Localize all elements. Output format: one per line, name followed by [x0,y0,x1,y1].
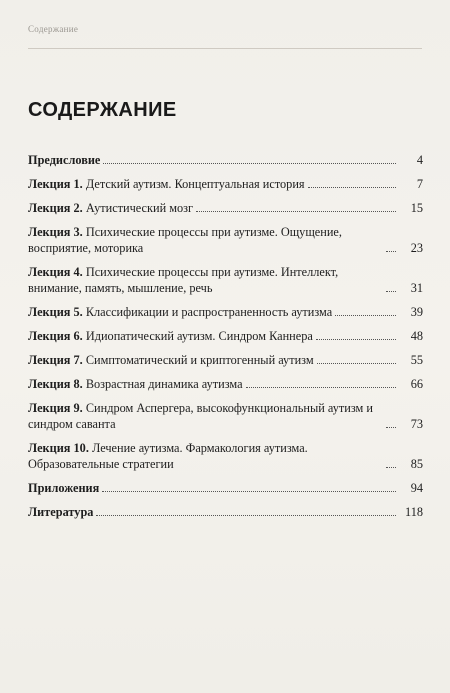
toc-page-number: 66 [410,377,423,391]
page-title: СОДЕРЖАНИЕ [28,99,177,121]
toc-lecture-title: Синдром Аспергера, высокофункциональный аутизм и синдром саванта [28,401,373,431]
toc-leader-dots [196,210,396,212]
toc-page-number: 15 [410,201,423,215]
toc-lecture-number: Лекция 1. [28,177,83,191]
toc-entry-title [28,352,314,368]
toc-entry-title [28,176,305,192]
toc-lecture-number: Лекция 4. [28,265,83,279]
toc-page-number: 39 [410,305,423,319]
toc-page-number: 85 [410,457,423,471]
toc-lecture-number: Лекция 8. [28,377,83,391]
toc-lecture-number: Лекция 2. [28,201,83,215]
toc-lecture-number: Лекция 5. [28,305,83,319]
toc-lecture-title: Возрастная динамика аутизма [85,377,243,391]
toc-entry-lecture-1[interactable] [28,176,423,192]
toc-lecture-title: Детский аутизм. Концептуальная история [85,177,305,191]
toc-leader-dots [246,386,396,388]
toc-entry-lecture-10[interactable] [28,440,423,472]
toc-page-number: 31 [410,281,423,295]
toc-entry-lecture-8[interactable] [28,376,423,392]
toc-entry-title [28,200,193,216]
toc-leader-dots [386,290,396,292]
toc-lecture-number: Лекция 7. [28,353,83,367]
toc-entry-title [28,328,313,344]
toc-leader-dots [317,362,396,364]
toc-leader-dots [308,186,396,188]
toc-entry-title [28,304,332,320]
toc-lecture-number: Лекция 10. [28,441,89,455]
toc-lecture-title: Лечение аутизма. Фармакология аутизма. Образовательные стратегии [28,441,308,471]
toc-entry-lecture-9[interactable] [28,400,423,432]
toc-entry-preface[interactable] [28,152,423,168]
toc-lecture-title: Психические процессы при аутизме. Интеллект, внимание, память, мышление, речь [28,265,339,295]
toc-entry-lecture-7[interactable] [28,352,423,368]
toc-lecture-title: Аутистический мозг [85,201,194,215]
toc-lecture-title: Идиопатический аутизм. Синдром Каннера [85,329,313,343]
toc-lecture-number: Лекция 6. [28,329,83,343]
toc-leader-dots [335,314,396,316]
toc-lecture-number: Лекция 9. [28,401,83,415]
toc-page-number: 4 [416,153,423,167]
toc-entry-lecture-6[interactable] [28,328,423,344]
toc-entry-lecture-3[interactable] [28,224,423,256]
toc-page-number: 94 [410,481,423,495]
toc-page-number: 48 [410,329,423,343]
toc-leader-dots [103,162,396,164]
toc-page-number: 7 [416,177,423,191]
toc-entry-title [28,376,243,392]
toc-page-number: 118 [405,505,423,519]
toc-entry-title: Литература [28,505,94,519]
toc-entry-title [28,440,383,472]
toc-leader-dots [386,250,396,252]
toc-page-number: 73 [410,417,423,431]
toc-lecture-number: Лекция 3. [28,225,83,239]
toc-lecture-title: Классификации и распространенность аутизма [85,305,333,319]
toc-leader-dots [316,338,396,340]
toc-entry-lecture-5[interactable] [28,304,423,320]
toc-leader-dots [386,426,396,428]
toc-entry-title [28,224,383,256]
toc-entry-lecture-4[interactable] [28,264,423,296]
table-of-contents [28,152,423,528]
toc-lecture-title: Симптоматический и криптогенный аутизм [85,353,314,367]
toc-leader-dots [102,490,396,492]
running-head: Содержание [28,24,79,34]
toc-entry-appendices[interactable] [28,480,423,496]
toc-entry-literature[interactable] [28,504,423,520]
toc-entry-lecture-2[interactable] [28,200,423,216]
toc-page-number: 23 [410,241,423,255]
toc-entry-title: Предисловие [28,153,101,167]
toc-page-number: 55 [410,353,423,367]
toc-entry-title [28,264,383,296]
toc-lecture-title: Психические процессы при аутизме. Ощущение, восприятие, моторика [28,225,342,255]
toc-entry-title: Приложения [28,481,100,495]
toc-entry-title [28,400,383,432]
header-rule [28,48,422,49]
toc-leader-dots [96,514,396,516]
toc-leader-dots [386,466,396,468]
